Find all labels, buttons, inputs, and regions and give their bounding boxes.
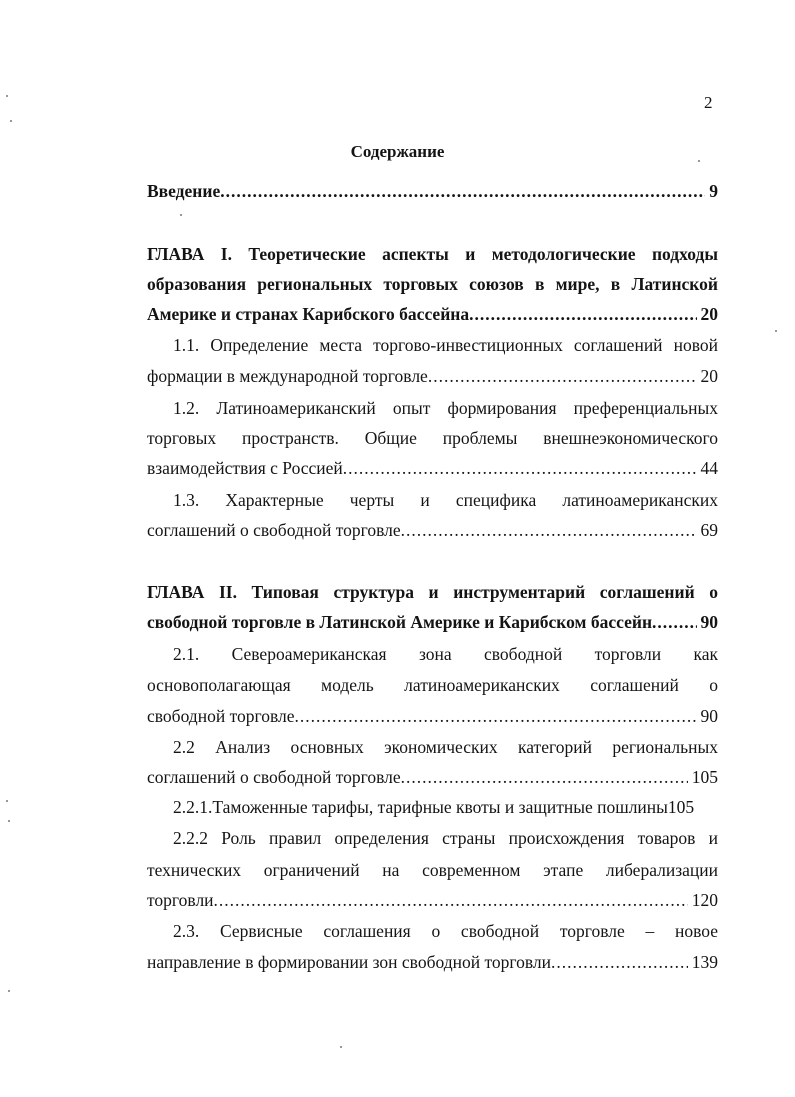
toc-leader [401, 762, 688, 792]
scan-speck [775, 330, 777, 332]
toc-text: свободной торговле в Латинской Америке и Карибском бассейн [147, 612, 653, 632]
toc-leader [214, 885, 688, 915]
toc-text: соглашений о свободной торговле [147, 767, 401, 787]
toc-page: 120 [691, 890, 718, 910]
scan-speck [698, 160, 700, 162]
toc-leader [343, 453, 697, 483]
toc-leader [469, 299, 696, 329]
toc-chapter-1-line-3 [147, 299, 718, 329]
toc-leader [401, 515, 697, 545]
toc-text: свободной торговле [147, 706, 295, 726]
toc-text: Введение [147, 181, 221, 201]
toc-page: 69 [700, 520, 718, 540]
toc-section-2-3-line-1: 2.3. Сервисные соглашения о свободной торговле – новое [173, 921, 718, 941]
scan-speck [180, 214, 182, 216]
toc-text: 2.2.1.Таможенные тарифы, тарифные квоты и защитные пошлины [173, 797, 668, 817]
toc-leader [220, 176, 705, 206]
scan-speck [6, 95, 8, 97]
toc-text: торговли [147, 890, 214, 910]
toc-page: 90 [700, 612, 718, 632]
toc-chapter-1-line-2: образования региональных торговых союзов в мире, в Латинской [147, 274, 718, 294]
toc-text: соглашений о свободной торговле [147, 520, 401, 540]
toc-section-2-1-line-1: 2.1. Североамериканская зона свободной торговли как [173, 644, 718, 664]
toc-page: 105 [667, 797, 695, 817]
toc-section-2-2-1 [173, 792, 718, 822]
toc-text: формации в международной торговле [147, 366, 428, 386]
scan-speck [8, 990, 10, 992]
page-number: 2 [704, 93, 713, 112]
toc-section-1-1-line-2 [147, 361, 718, 391]
toc-section-1-2-line-2: торговых пространств. Общие проблемы внешнеэкономического [147, 428, 718, 448]
toc-section-1-1-line-1: 1.1. Определение места торгово-инвестиционных соглашений новой [173, 335, 718, 355]
scan-speck [10, 120, 12, 122]
toc-text: взаимодействия с Россией [147, 458, 343, 478]
toc-section-2-1-line-2: основополагающая модель латиноамериканских соглашений о [147, 675, 718, 695]
toc-section-2-2-line-1: 2.2 Анализ основных экономических категорий региональных [173, 737, 718, 757]
toc-leader [428, 361, 697, 391]
toc-text: Америке и странах Карибского бассейна [147, 304, 470, 324]
toc-leader [652, 607, 696, 637]
toc-leader [551, 947, 688, 977]
toc-chapter-2-line-2 [147, 607, 718, 637]
toc-text: направление в формировании зон свободной торговли [147, 952, 552, 972]
toc-chapter-2-line-1: ГЛАВА II. Типовая структура и инструментарий соглашений о [147, 582, 718, 602]
toc-page: 20 [700, 304, 718, 324]
toc-page: 90 [700, 706, 718, 726]
toc-section-1-3-line-2 [147, 515, 718, 545]
toc-section-2-1-line-3 [147, 701, 718, 731]
toc-leader [295, 701, 697, 731]
toc-section-2-2-2-line-3 [147, 885, 718, 915]
scan-speck [340, 1046, 342, 1048]
toc-page: 20 [700, 366, 718, 386]
toc-section-2-3-line-2 [147, 947, 718, 977]
toc-section-2-2-2-line-2: технических ограничений на современном этапе либерализации [147, 860, 718, 880]
toc-page: 105 [691, 767, 718, 787]
toc-section-1-2-line-1: 1.2. Латиноамериканский опыт формирования преференциальных [173, 398, 718, 418]
toc-section-2-2-2-line-1: 2.2.2 Роль правил определения страны происхождения товаров и [173, 828, 718, 848]
toc-entry-intro [147, 176, 718, 206]
scan-speck [6, 800, 8, 802]
toc-section-1-2-line-3 [147, 453, 718, 483]
page-title: Содержание [350, 142, 445, 161]
toc-section-2-2-line-2 [147, 762, 718, 792]
toc-page: 9 [709, 181, 718, 201]
toc-page: 139 [691, 952, 718, 972]
scan-speck [8, 820, 10, 822]
toc-section-1-3-line-1: 1.3. Характерные черты и специфика латиноамериканских [173, 490, 718, 510]
toc-chapter-1-line-1: ГЛАВА I. Теоретические аспекты и методологические подходы [147, 244, 718, 264]
toc-page: 44 [700, 458, 718, 478]
